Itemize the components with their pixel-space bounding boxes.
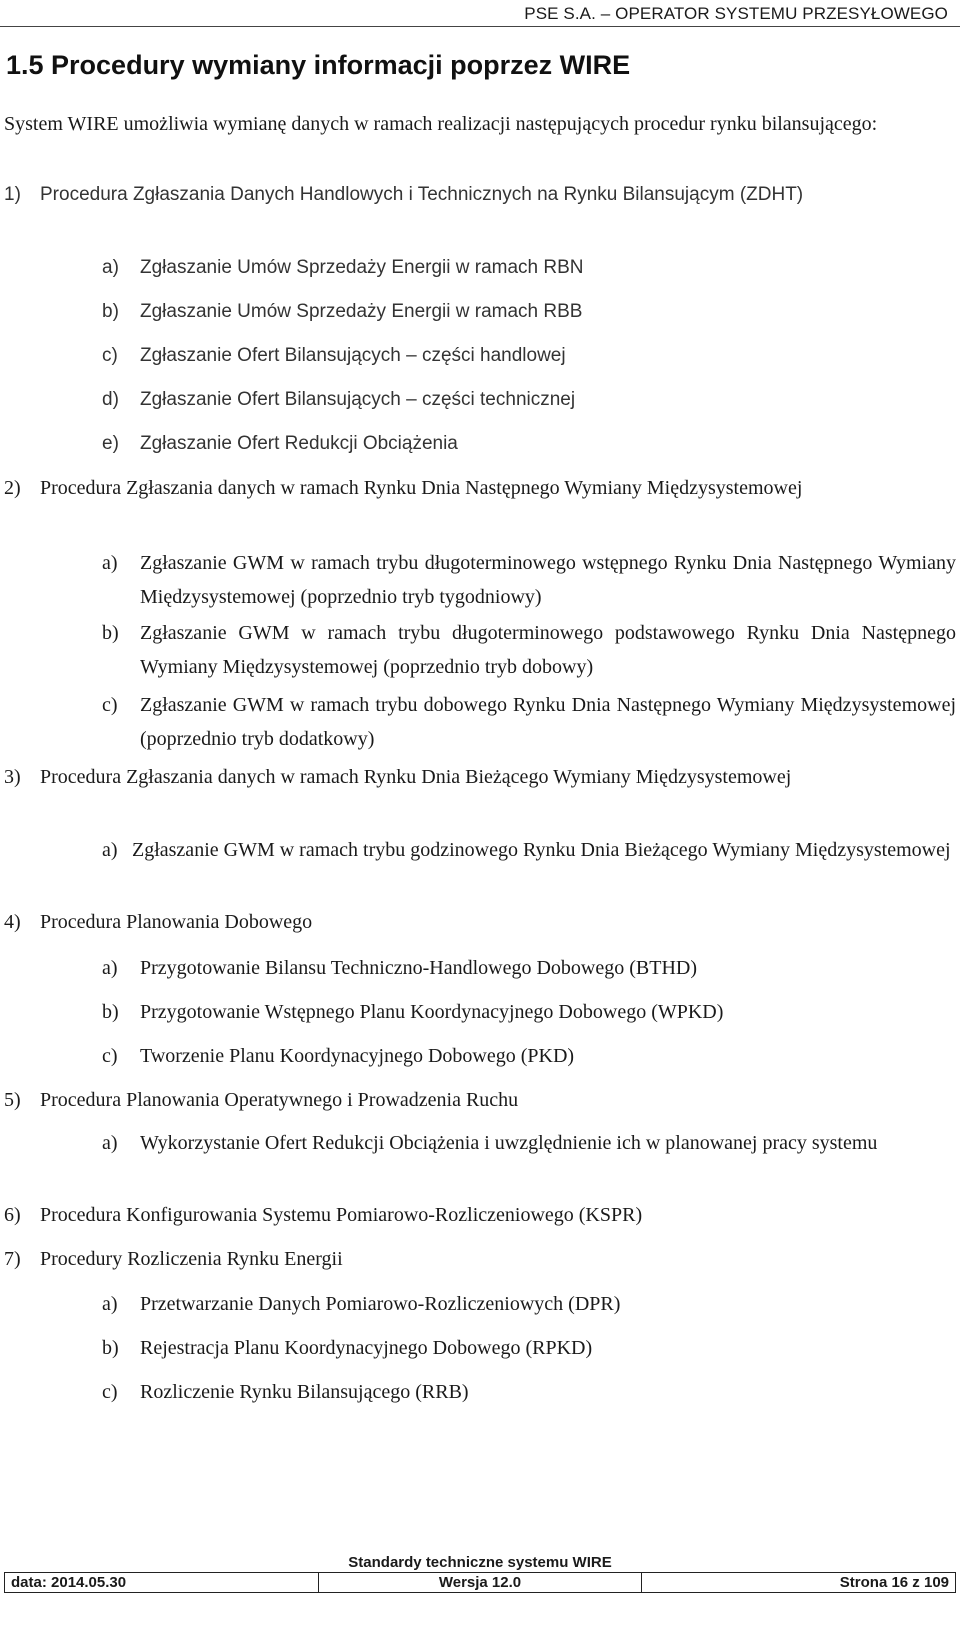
item-text: Zgłaszanie GWM w ramach trybu dobowego Rynku Dnia Następnego Wymiany Międzysystemowej (poprzednio tryb dodatkowy) — [140, 694, 956, 750]
item-text: Zgłaszanie Ofert Bilansujących – części technicznej — [140, 389, 576, 410]
procedure-3 — [4, 760, 956, 794]
procedure-2-title: Procedura Zgłaszania danych w ramach Rynku Dnia Następnego Wymiany Międzysystemowej — [40, 477, 803, 499]
header-rule — [0, 26, 960, 27]
procedure-1-marker: 1) — [4, 184, 21, 205]
procedure-1-item-e — [102, 427, 956, 461]
procedure-6-marker: 6) — [4, 1204, 21, 1226]
procedure-3-marker: 3) — [4, 766, 21, 788]
item-marker: c) — [102, 345, 118, 366]
procedure-1-item-b — [102, 295, 956, 329]
item-text: Zgłaszanie GWM w ramach trybu długoterminowego podstawowego Rynku Dnia Następnego Wymiany Międzysystemowej (poprzednio tryb dobowy) — [140, 622, 956, 678]
procedure-2-item-b — [102, 616, 956, 684]
procedure-1-item-c — [102, 339, 956, 373]
procedure-7-marker: 7) — [4, 1248, 21, 1270]
item-text: Zgłaszanie Umów Sprzedaży Energii w ramach RBN — [140, 257, 584, 278]
procedure-7-item-c — [102, 1375, 956, 1409]
item-marker: b) — [102, 1337, 119, 1359]
procedure-5-marker: 5) — [4, 1089, 21, 1111]
procedure-7-item-b — [102, 1331, 956, 1365]
procedure-1-item-d — [102, 383, 956, 417]
procedure-4-marker: 4) — [4, 911, 21, 933]
item-text: Przygotowanie Bilansu Techniczno-Handlowego Dobowego (BTHD) — [140, 957, 697, 979]
footer-version: Wersja 12.0 — [318, 1573, 641, 1593]
procedure-2-item-a — [102, 546, 956, 614]
procedure-6 — [4, 1198, 956, 1232]
item-marker: a) — [102, 257, 119, 278]
procedure-5-title: Procedura Planowania Operatywnego i Prowadzenia Ruchu — [40, 1089, 519, 1111]
footer-date: data: 2014.05.30 — [5, 1573, 319, 1593]
procedure-4 — [4, 905, 956, 939]
procedure-5 — [4, 1083, 956, 1117]
procedure-1-title: Procedura Zgłaszania Danych Handlowych i Technicznych na Rynku Bilansującym (ZDHT) — [40, 184, 804, 205]
item-text: Zgłaszanie GWM w ramach trybu długoterminowego wstępnego Rynku Dnia Następnego Wymiany Międzysystemowej (poprzednio tryb tygodniowy) — [140, 552, 956, 608]
item-marker: c) — [102, 1045, 118, 1067]
item-marker: a) — [102, 957, 118, 979]
item-text: Zgłaszanie Ofert Redukcji Obciążenia — [140, 433, 458, 454]
item-text: Zgłaszanie Umów Sprzedaży Energii w ramach RBB — [140, 301, 583, 322]
item-text: Przetwarzanie Danych Pomiarowo-Rozliczeniowych (DPR) — [140, 1293, 621, 1315]
item-marker: b) — [102, 301, 119, 322]
procedure-7 — [4, 1242, 956, 1276]
footer-page-number: Strona 16 z 109 — [642, 1573, 956, 1593]
footer-title: Standardy techniczne systemu WIRE — [5, 1553, 956, 1573]
procedure-2-item-c — [102, 688, 956, 756]
item-marker: b) — [102, 622, 119, 644]
procedure-3-item-a — [102, 833, 956, 867]
procedure-4-item-c — [102, 1039, 956, 1073]
item-marker: c) — [102, 694, 118, 716]
item-marker: c) — [102, 1381, 118, 1403]
procedure-1-item-a — [102, 251, 956, 285]
procedure-3-title: Procedura Zgłaszania danych w ramach Rynku Dnia Bieżącego Wymiany Międzysystemowej — [40, 766, 792, 788]
item-text: Rejestracja Planu Koordynacyjnego Dobowego (RPKD) — [140, 1337, 593, 1359]
item-text: Rozliczenie Rynku Bilansującego (RRB) — [140, 1381, 469, 1403]
item-text: Tworzenie Planu Koordynacyjnego Dobowego (PKD) — [140, 1045, 575, 1067]
procedure-7-item-a — [102, 1287, 956, 1321]
procedure-4-item-a — [102, 951, 956, 985]
item-text: Przygotowanie Wstępnego Planu Koordynacyjnego Dobowego (WPKD) — [140, 1001, 724, 1023]
section-heading: 1.5 Procedury wymiany informacji poprzez WIRE — [6, 50, 631, 80]
page-footer — [4, 1553, 956, 1593]
running-header: PSE S.A. – OPERATOR SYSTEMU PRZESYŁOWEGO — [524, 4, 948, 23]
procedure-2 — [4, 471, 956, 505]
procedure-2-marker: 2) — [4, 477, 21, 499]
item-marker: b) — [102, 1001, 119, 1023]
item-marker: a) — [102, 1293, 118, 1315]
item-marker: e) — [102, 433, 119, 454]
item-marker: d) — [102, 389, 119, 410]
procedure-1 — [4, 178, 956, 212]
item-text: Zgłaszanie Ofert Bilansujących – części handlowej — [140, 345, 566, 366]
procedure-4-title: Procedura Planowania Dobowego — [40, 911, 313, 933]
item-marker: a) — [102, 552, 118, 574]
item-text: Zgłaszanie GWM w ramach trybu godzinowego Rynku Dnia Bieżącego Wymiany Międzysystemowej — [132, 839, 951, 861]
item-marker: a) — [102, 839, 118, 861]
intro-paragraph: System WIRE umożliwia wymianę danych w ramach realizacji następujących procedur rynku bilansującego: — [4, 113, 878, 135]
item-marker: a) — [102, 1132, 118, 1154]
procedure-6-title: Procedura Konfigurowania Systemu Pomiarowo-Rozliczeniowego (KSPR) — [40, 1204, 643, 1226]
procedure-4-item-b — [102, 995, 956, 1029]
procedure-5-item-a — [102, 1126, 956, 1160]
procedure-7-title: Procedury Rozliczenia Rynku Energii — [40, 1248, 343, 1270]
item-text: Wykorzystanie Ofert Redukcji Obciążenia i uwzględnienie ich w planowanej pracy systemu — [140, 1132, 878, 1154]
